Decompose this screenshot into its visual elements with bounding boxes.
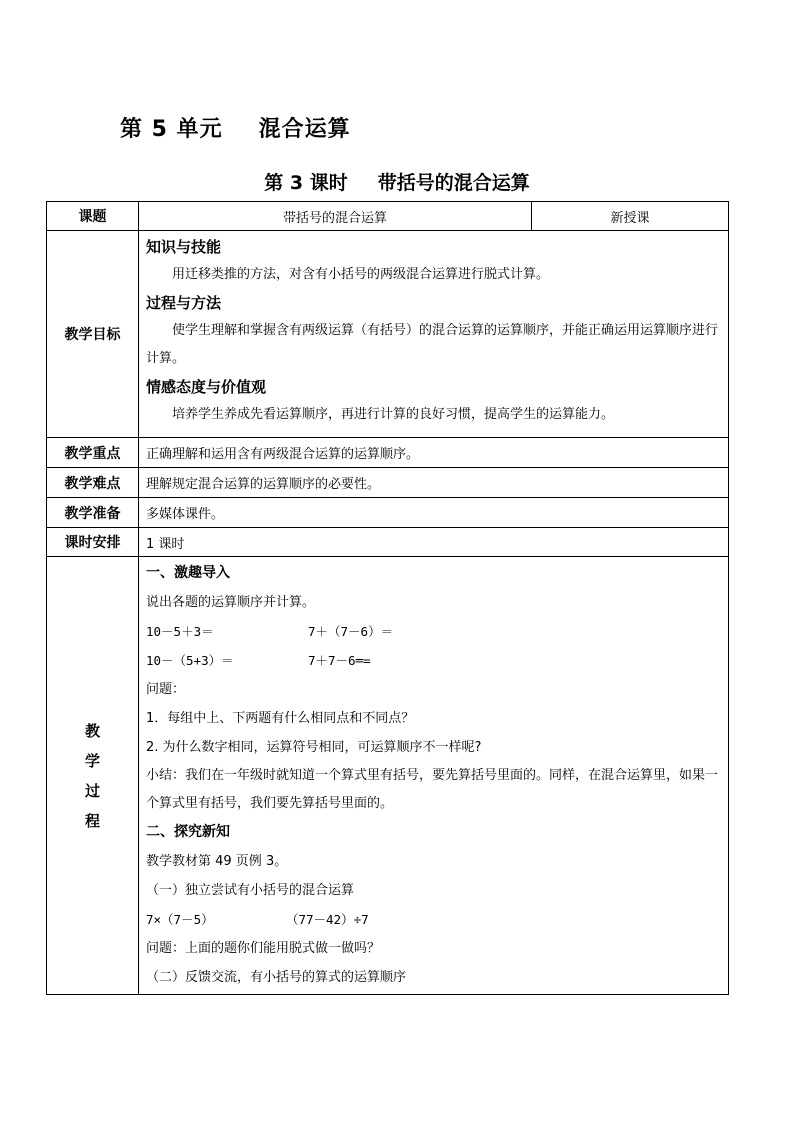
expression-row [146,905,722,934]
expression-row [146,646,722,675]
textbook-line: 教学教材第 49 页例 3。 [146,854,288,869]
question-2: 2. 为什么数字相同，运算符号相同，可运算顺序不一样呢? [146,740,482,755]
key-label: 教学重点 [47,438,139,468]
unit-title [120,112,351,143]
lesson-name: 带括号的混合运算 [377,172,530,194]
subsection-1: （一）独立尝试有小括号的混合运算 [146,883,355,898]
process-label-char: 学 [84,751,100,770]
expression-row [146,617,722,646]
goal-heading: 过程与方法 [146,294,222,312]
expression: 10－（5+3）＝ [146,653,234,668]
lesson-label: 第 3 课时 [264,172,348,194]
unit-label: 第 5 单元 [120,117,223,142]
subsection-2: （二）反馈交流，有小括号的算式的运算顺序 [146,970,407,985]
goals-content [139,231,729,438]
lesson-type: 新授课 [532,202,729,231]
question-1: 1．每组中上、下两题有什么相同点和不同点？ [146,711,415,726]
difficult-value: 理解规定混合运算的运算顺序的必要性。 [139,468,729,498]
unit-name: 混合运算 [258,117,351,142]
part2-heading: 二、探究新知 [146,824,230,840]
prep-value: 多媒体课件。 [139,498,729,528]
expression: 10－5＋3＝ [146,624,214,639]
process-label-char: 教 [84,721,100,740]
row-topic [47,202,729,231]
process-label-char: 程 [84,811,100,830]
difficult-label: 教学难点 [47,468,139,498]
question-label: 问题： [146,682,186,697]
row-time [47,528,729,557]
key-value: 正确理解和运用含有两级混合运算的运算顺序。 [139,438,729,468]
expression: 7×（7－5） [146,912,214,927]
goal-text: 用迁移类推的方法，对含有小括号的两级混合运算进行脱式计算。 [172,267,550,282]
expression: 7＋7－6═= [308,653,371,668]
goal-heading: 情感态度与价值观 [146,378,267,396]
lesson-plan-table [46,201,729,995]
row-key-points [47,438,729,468]
row-goals [47,231,729,438]
question-3: 问题：上面的题你们能用脱式做一做吗？ [146,941,381,956]
time-value: 1 课时 [139,528,729,557]
expression: （77－42）÷7 [286,912,369,927]
intro-line: 说出各题的运算顺序并计算。 [146,595,316,610]
time-label: 课时安排 [47,528,139,557]
row-difficulties [47,468,729,498]
goal-text: 使学生理解和掌握含有两级运算（有括号）的混合运算的运算顺序，并能正确运用运算顺序进行计算。 [146,323,719,366]
row-process [47,557,729,995]
topic-value: 带括号的混合运算 [139,202,532,231]
prep-label: 教学准备 [47,498,139,528]
lesson-title [0,168,794,195]
goals-label: 教学目标 [47,231,139,438]
goal-heading: 知识与技能 [146,238,222,256]
summary-text: 小结：我们在一年级时就知道一个算式里有括号，要先算括号里面的。同样，在混合运算里，如果一个算式里有括号，我们要先算括号里面的。 [146,768,719,811]
goal-text: 培养学生养成先看运算顺序，再进行计算的良好习惯，提高学生的运算能力。 [172,407,615,422]
process-label [47,557,139,995]
expression: 7＋（7－6）＝ [308,624,394,639]
topic-label: 课题 [47,202,139,231]
part1-heading: 一、激趣导入 [146,565,230,581]
process-content [139,557,729,995]
row-preparation [47,498,729,528]
process-label-char: 过 [84,781,100,800]
